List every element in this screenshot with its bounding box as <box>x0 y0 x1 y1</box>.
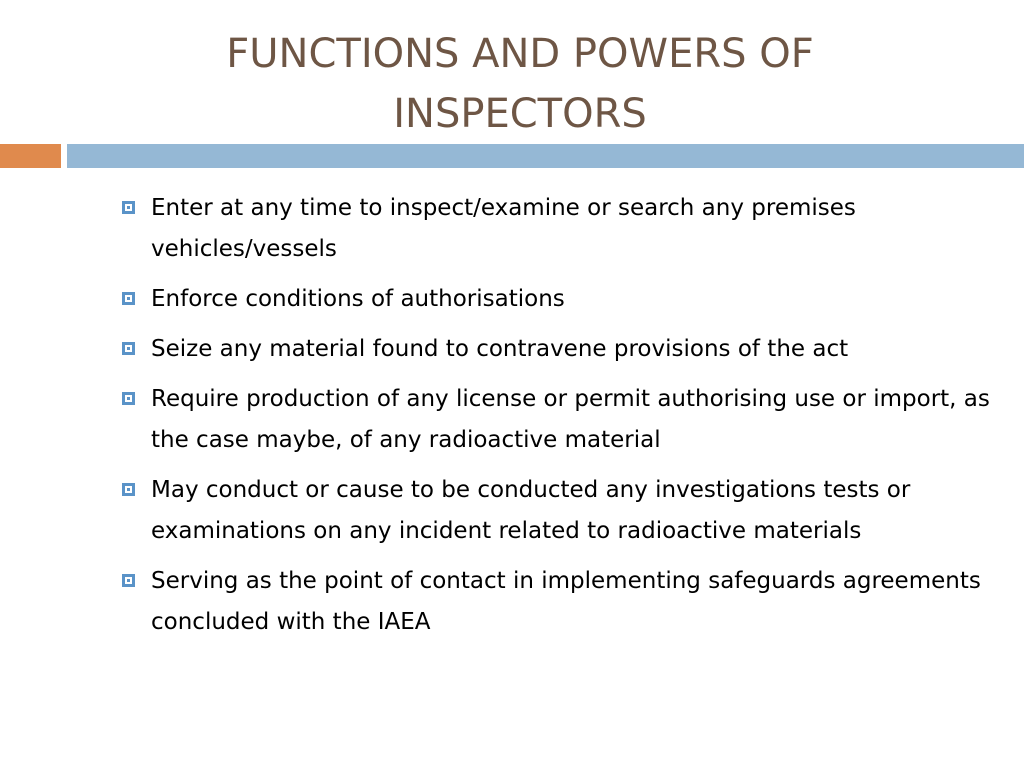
accent-bar-blue <box>67 144 1024 168</box>
bullet-text: Seize any material found to contravene provisions of the act <box>151 336 849 362</box>
hollow-square-bullet-icon <box>122 574 135 587</box>
bullet-text: Serving as the point of contact in implementing safeguards agreements concluded with the IAEA <box>151 568 981 635</box>
hollow-square-bullet-icon <box>122 292 135 305</box>
hollow-square-bullet-icon <box>122 201 135 214</box>
hollow-square-bullet-icon <box>122 392 135 405</box>
slide-title <box>0 24 1024 144</box>
bullet-list <box>122 188 990 652</box>
slide-title-line-2: INSPECTORS <box>393 91 647 137</box>
list-item <box>122 188 990 270</box>
hollow-square-bullet-icon <box>122 342 135 355</box>
bullet-text: Enter at any time to inspect/examine or search any premises vehicles/vessels <box>151 195 856 262</box>
hollow-square-bullet-icon <box>122 483 135 496</box>
list-item <box>122 470 990 552</box>
bullet-text: Enforce conditions of authorisations <box>151 286 565 312</box>
list-item <box>122 379 990 461</box>
bullet-text: May conduct or cause to be conducted any investigations tests or examinations on any incident related to radioactive materials <box>151 477 911 544</box>
slide-title-line-1: FUNCTIONS AND POWERS OF <box>226 31 814 77</box>
list-item <box>122 561 990 643</box>
accent-bar-orange <box>0 144 61 168</box>
list-item <box>122 279 990 320</box>
list-item <box>122 329 990 370</box>
bullet-text: Require production of any license or permit authorising use or import, as the case maybe, of any radioactive material <box>151 386 990 453</box>
